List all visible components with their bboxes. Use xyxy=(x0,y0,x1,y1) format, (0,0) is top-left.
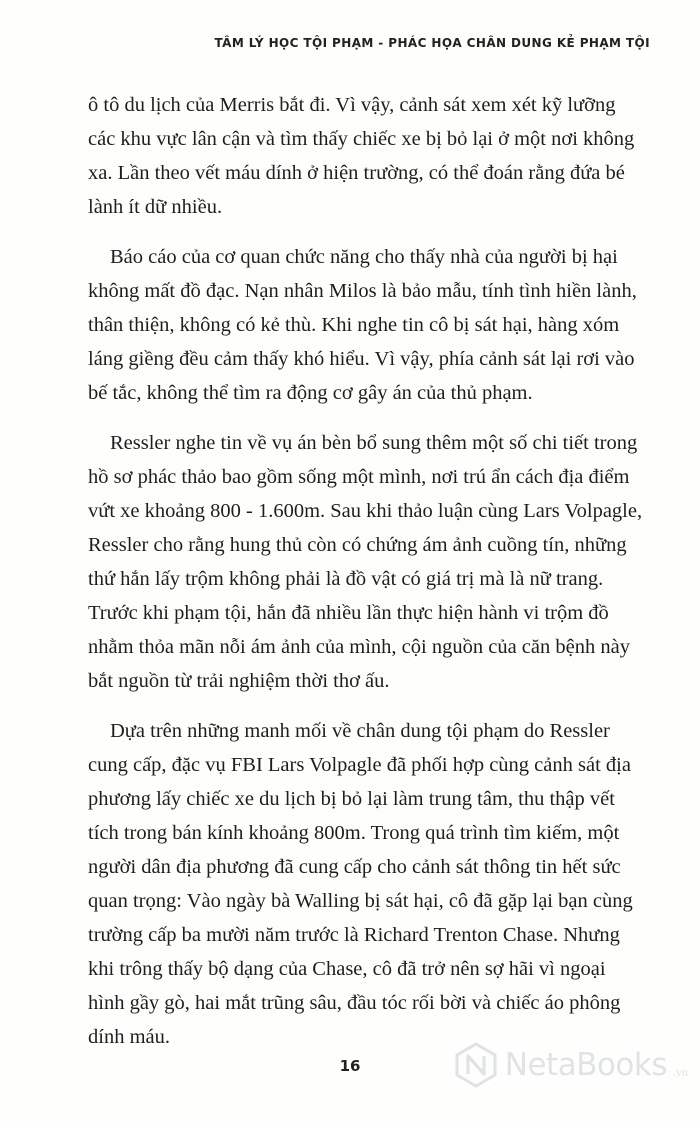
text-line: lành ít dữ nhiều. xyxy=(88,196,223,218)
watermark xyxy=(453,1042,688,1088)
text-line: quan trọng: Vào ngày bà Walling bị sát hại, cô đã gặp lại bạn cùng xyxy=(88,890,633,912)
text-line: dính máu. xyxy=(88,1026,170,1048)
paragraph-4 xyxy=(88,714,660,1054)
text-line: Dựa trên những manh mối về chân dung tội phạm do Ressler xyxy=(110,720,610,742)
text-line: ô tô du lịch của Merris bắt đi. Vì vậy, cảnh sát xem xét kỹ lưỡng xyxy=(88,94,616,116)
paragraph-1 xyxy=(88,88,660,224)
text-line: bắt nguồn từ trải nghiệm thời thơ ấu. xyxy=(88,670,390,692)
page-number: 16 xyxy=(339,1057,361,1075)
text-line: cung cấp, đặc vụ FBI Lars Volpagle đã phối hợp cùng cảnh sát địa xyxy=(88,754,631,776)
watermark-suffix: .vn xyxy=(673,1065,688,1079)
text-line: Trước khi phạm tội, hắn đã nhiều lần thực hiện hành vi trộm đồ xyxy=(88,602,609,624)
text-line: Ressler nghe tin về vụ án bèn bổ sung thêm một số chi tiết trong xyxy=(110,432,638,454)
text-line: bế tắc, không thể tìm ra động cơ gây án của thủ phạm. xyxy=(88,382,533,404)
watermark-brand: NetaBooks xyxy=(504,1047,667,1083)
text-line: láng giềng đều cảm thấy khó hiểu. Vì vậy, phía cảnh sát lại rơi vào xyxy=(88,348,635,370)
text-line: Báo cáo của cơ quan chức năng cho thấy nhà của người bị hại xyxy=(110,246,618,268)
text-line: thân thiện, không có kẻ thù. Khi nghe tin cô bị sát hại, hàng xóm xyxy=(88,314,620,336)
body-text xyxy=(88,88,660,1070)
text-line: nhằm thỏa mãn nỗi ám ảnh của mình, cội nguồn của căn bệnh này xyxy=(88,636,630,658)
text-line: khi trông thấy bộ dạng của Chase, cô đã trở nên sợ hãi vì ngoại xyxy=(88,958,606,980)
text-line: hồ sơ phác thảo bao gồm sống một mình, nơi trú ẩn cách địa điểm xyxy=(88,466,630,488)
text-line: phương lấy chiếc xe du lịch bị bỏ lại làm trung tâm, thu thập vết xyxy=(88,788,615,810)
paragraph-2 xyxy=(88,240,660,410)
text-line: không mất đồ đạc. Nạn nhân Milos là bảo mẫu, tính tình hiền lành, xyxy=(88,280,637,302)
text-line: hình gầy gò, hai mắt trũng sâu, đầu tóc rối bời và chiếc áo phông xyxy=(88,992,621,1014)
text-line: các khu vực lân cận và tìm thấy chiếc xe bị bỏ lại ở một nơi không xyxy=(88,128,635,150)
text-line: Ressler cho rằng hung thủ còn có chứng ám ảnh cuồng tín, những xyxy=(88,534,627,556)
text-line: vứt xe khoảng 800 - 1.600m. Sau khi thảo luận cùng Lars Volpagle, xyxy=(88,500,643,522)
paragraph-3 xyxy=(88,426,660,698)
text-line: trường cấp ba mười năm trước là Richard Trenton Chase. Nhưng xyxy=(88,924,620,946)
text-line: người dân địa phương đã cung cấp cho cảnh sát thông tin hết sức xyxy=(88,856,621,878)
netabooks-logo-icon xyxy=(453,1042,499,1088)
running-header: TÂM LÝ HỌC TỘI PHẠM - PHÁC HỌA CHÂN DUNG KẺ PHẠM TỘI xyxy=(214,36,650,50)
text-line: tích trong bán kính khoảng 800m. Trong quá trình tìm kiếm, một xyxy=(88,822,620,844)
text-line: xa. Lần theo vết máu dính ở hiện trường, có thể đoán rằng đứa bé xyxy=(88,162,625,184)
text-line: thứ hắn lấy trộm không phải là đồ vật có giá trị mà là nữ trang. xyxy=(88,568,604,590)
